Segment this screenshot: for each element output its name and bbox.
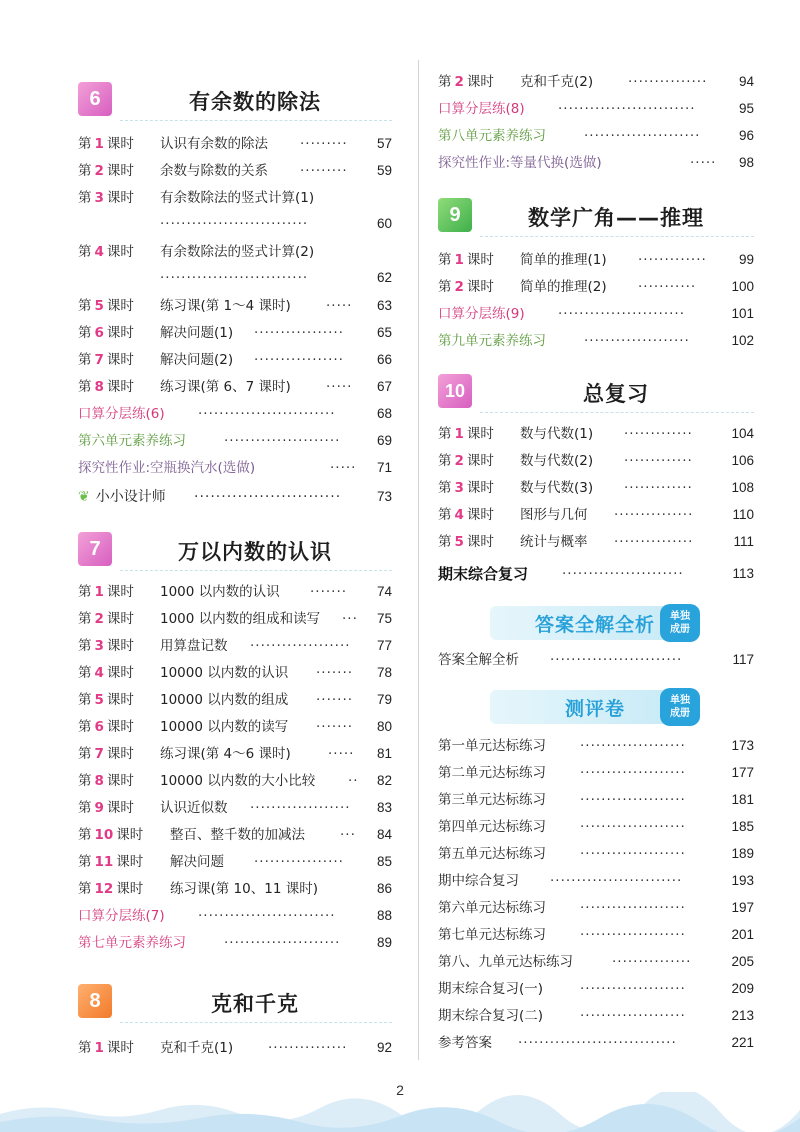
entry-title: 探究性作业:等量代换(选做) [438, 155, 602, 171]
entry-title: 小小设计师 [95, 489, 166, 505]
entry-title: 答案全解全析 [438, 652, 519, 668]
leader-dots: ··············· [612, 954, 692, 970]
entry-title: 解决问题(2) [160, 352, 234, 368]
unit-6-header [78, 80, 392, 120]
toc-entry[interactable]: 第 2 课时 余数与除数的关系 ········· 59 [78, 159, 392, 183]
unit-8-title: 克和千克 [211, 992, 299, 1016]
entry-title: 第五单元达标练习 [438, 846, 546, 862]
column-divider [418, 60, 419, 1060]
entry-page: 99 [738, 252, 754, 267]
entry-title: 简单的推理(1) [520, 252, 607, 268]
unit-7-badge: 7 [78, 532, 112, 566]
sprout-icon: ❦ [78, 489, 90, 505]
entry-page: 189 [731, 846, 754, 861]
entry-page: 177 [731, 765, 754, 780]
entry-title: 第八、九单元达标练习 [438, 954, 573, 970]
toc-entry[interactable] [438, 329, 754, 353]
toc-entry[interactable]: 第 2 课时 1000 以内数的组成和读写 ··· 75 [78, 607, 392, 631]
leader-dots: ····· [330, 460, 357, 476]
unit-8-badge: 8 [78, 984, 112, 1018]
leader-dots: ············· [638, 252, 707, 268]
leader-dots: ····· [328, 746, 355, 762]
entry-title: 解决问题(1) [160, 325, 234, 341]
entry-page: 111 [733, 534, 754, 549]
entry-page: 92 [376, 1040, 392, 1055]
entry-title: 认识近似数 [160, 800, 228, 816]
entry-page: 209 [731, 981, 754, 996]
leader-dots: ······· [316, 665, 354, 681]
leader-dots: ··········· [638, 279, 697, 295]
leader-dots: ······················· [562, 566, 684, 582]
leader-dots: ················· [254, 854, 344, 870]
leader-dots: ························· [550, 873, 683, 889]
leader-dots: ··············· [268, 1040, 348, 1056]
toc-entry[interactable]: 第 8 课时 练习课(第 6、7 课时) ····· 67 [78, 375, 392, 399]
toc-entry[interactable]: 第 8 课时 10000 以内数的大小比较 ·· 82 [78, 769, 392, 793]
toc-entry[interactable]: 第 11 课时 解决问题 ················· 85 [78, 850, 392, 874]
entry-title: 有余数除法的竖式计算(1) [160, 190, 315, 206]
unit-6-title-line [120, 120, 392, 121]
entry-page: 68 [376, 406, 392, 421]
leader-dots: ············· [624, 426, 693, 442]
entry-title: 第九单元素养练习 [438, 333, 546, 349]
toc-entry[interactable]: 第 3 课时 数与代数(3) ············· 108 [438, 476, 754, 500]
entry-page: 85 [376, 854, 392, 869]
toc-entry[interactable] [78, 485, 392, 509]
entry-title: 第六单元素养练习 [78, 433, 186, 449]
toc-entry[interactable]: 第 4 课时 图形与几何 ··············· 110 [438, 503, 754, 527]
entry-title: 第七单元素养练习 [78, 935, 186, 951]
entry-title: 解决问题 [170, 854, 224, 870]
answer-banner-title: 答案全解全析 [534, 613, 655, 636]
entry-page: 84 [376, 827, 392, 842]
entry-title: 练习课(第 10、11 课时) [170, 881, 318, 897]
leader-dots: ··············· [614, 534, 694, 550]
entry-page: 60 [376, 216, 392, 231]
entry-page: 102 [731, 333, 754, 348]
entry-page: 185 [731, 819, 754, 834]
toc-entry[interactable] [438, 788, 754, 812]
entry-page: 57 [376, 136, 392, 151]
entry-title: 10000 以内数的认识 [160, 665, 289, 681]
entry-title: 期末综合复习(二) [438, 1008, 544, 1024]
leader-dots: ······· [316, 692, 354, 708]
entry-page: 98 [738, 155, 754, 170]
answer-separate-tag: 单独 成册 [660, 604, 700, 642]
leader-dots: ········· [300, 136, 348, 152]
entry-title: 1000 以内数的组成和读写 [160, 611, 321, 627]
leader-dots: ························· [550, 652, 683, 668]
leader-dots: ·························· [198, 406, 336, 422]
toc-entry[interactable]: 第 3 课时 有余数除法的竖式计算(1) ···························· 60 [78, 186, 392, 238]
entry-page: 108 [731, 480, 754, 495]
toc-entry[interactable] [438, 977, 754, 1001]
entry-title: 克和千克(1) [160, 1040, 234, 1056]
toc-entry[interactable]: 第 5 课时 练习课(第 1～4 课时) ····· 63 [78, 294, 392, 318]
entry-title: 克和千克(2) [520, 74, 594, 90]
toc-entry[interactable] [78, 931, 392, 955]
entry-title: 第六单元达标练习 [438, 900, 546, 916]
toc-entry[interactable]: 第 1 课时 克和千克(1) ··············· 92 [78, 1036, 392, 1060]
toc-entry[interactable]: 第 5 课时 10000 以内数的组成 ······· 79 [78, 688, 392, 712]
entry-title: 期中综合复习 [438, 873, 519, 889]
entry-page: 59 [376, 163, 392, 178]
leader-dots: ···················· [580, 900, 686, 916]
toc-entry[interactable] [438, 761, 754, 785]
entry-title: 余数与除数的关系 [160, 163, 268, 179]
toc-entry[interactable]: 第 7 课时 练习课(第 4～6 课时) ····· 81 [78, 742, 392, 766]
leader-dots: ···························· [160, 270, 309, 286]
leader-dots: ······················ [224, 433, 341, 449]
entry-title: 练习课(第 6、7 课时) [160, 379, 291, 395]
leader-dots: ··············· [614, 507, 694, 523]
toc-entry[interactable]: 第 1 课时 数与代数(1) ············· 104 [438, 422, 754, 446]
leader-dots: ············· [624, 480, 693, 496]
toc-entry[interactable]: 第 4 课时 有余数除法的竖式计算(2) ···························· 62 [78, 240, 392, 292]
entry-title: 第二单元达标练习 [438, 765, 546, 781]
leader-dots: ··· [342, 611, 358, 627]
toc-entry[interactable] [438, 923, 754, 947]
entry-page: 67 [376, 379, 392, 394]
entry-title: 口算分层练(9) [438, 306, 525, 322]
toc-entry-final-review[interactable] [438, 562, 754, 586]
entry-page: 80 [376, 719, 392, 734]
unit-8-header [78, 982, 392, 1022]
entry-title: 期末综合复习(一) [438, 981, 544, 997]
entry-title: 第一单元达标练习 [438, 738, 546, 754]
leader-dots: ···················· [584, 333, 690, 349]
entry-page: 73 [376, 489, 392, 504]
entry-page: 89 [376, 935, 392, 950]
unit-6-badge: 6 [78, 82, 112, 116]
entry-page: 82 [376, 773, 392, 788]
leader-dots: ··························· [194, 489, 342, 505]
entry-page: 181 [731, 792, 754, 807]
leader-dots: ······· [310, 584, 348, 600]
leader-dots: ··· [340, 827, 356, 843]
toc-entry[interactable] [438, 1004, 754, 1028]
entry-title: 10000 以内数的大小比较 [160, 773, 316, 789]
entry-page: 205 [731, 954, 754, 969]
entry-title: 整百、整千数的加减法 [170, 827, 305, 843]
entry-title: 期末综合复习 [438, 565, 529, 583]
leader-dots: ················· [254, 352, 344, 368]
entry-page: 79 [376, 692, 392, 707]
entry-page: 81 [376, 746, 392, 761]
entry-title: 认识有余数的除法 [160, 136, 268, 152]
toc-entry[interactable] [438, 815, 754, 839]
entry-page: 101 [731, 306, 754, 321]
unit-7-header [78, 530, 392, 570]
entry-title: 用算盘记数 [160, 638, 228, 654]
toc-entry[interactable] [438, 151, 754, 175]
entry-title: 简单的推理(2) [520, 279, 607, 295]
toc-entry[interactable] [78, 456, 392, 480]
toc-entry[interactable] [438, 842, 754, 866]
entry-title: 探究性作业:空瓶换汽水(选做) [78, 460, 256, 476]
toc-entry[interactable] [78, 429, 392, 453]
unit-10-title: 总复习 [583, 382, 649, 406]
toc-entry[interactable]: 第 10 课时 整百、整千数的加减法 ··· 84 [78, 823, 392, 847]
leader-dots: ························ [558, 306, 685, 322]
entry-page: 63 [376, 298, 392, 313]
leader-dots: ······················ [224, 935, 341, 951]
entry-page: 201 [731, 927, 754, 942]
leader-dots: ···················· [580, 981, 686, 997]
leader-dots: ····· [690, 155, 717, 171]
toc-entry[interactable]: 第 2 课时 克和千克(2) ··············· 94 [438, 70, 754, 94]
toc-entry[interactable] [438, 896, 754, 920]
entry-title: 10000 以内数的组成 [160, 692, 289, 708]
unit-9-title-line [480, 236, 754, 237]
toc-entry[interactable] [438, 648, 754, 672]
leader-dots: ···························· [160, 216, 309, 232]
leader-dots: ·························· [198, 908, 336, 924]
entry-title: 第七单元达标练习 [438, 927, 546, 943]
entry-title: 数与代数(2) [520, 453, 594, 469]
toc-entry[interactable] [438, 734, 754, 758]
toc-entry[interactable]: 第 5 课时 统计与概率 ··············· 111 [438, 530, 754, 554]
entry-page: 117 [732, 652, 754, 667]
unit-8-title-line [120, 1022, 392, 1023]
entry-page: 96 [738, 128, 754, 143]
entry-page: 88 [376, 908, 392, 923]
unit-6-title: 有余数的除法 [189, 90, 321, 114]
toc-entry[interactable]: 第 2 课时 数与代数(2) ············· 106 [438, 449, 754, 473]
entry-title: 参考答案 [438, 1035, 492, 1051]
entry-page: 104 [731, 426, 754, 441]
leader-dots: ······························ [518, 1035, 677, 1051]
entry-title: 口算分层练(7) [78, 908, 165, 924]
page-number: 2 [396, 1082, 404, 1098]
leader-dots: ···················· [580, 765, 686, 781]
entry-page: 75 [376, 611, 392, 626]
leader-dots: ················· [254, 325, 344, 341]
toc-entry[interactable] [78, 904, 392, 928]
toc-entry[interactable]: 第 3 课时 用算盘记数 ··················· 77 [78, 634, 392, 658]
leader-dots: ············· [624, 453, 693, 469]
entry-title: 数与代数(3) [520, 480, 594, 496]
leader-dots: ··················· [250, 638, 351, 654]
entry-page: 74 [376, 584, 392, 599]
entry-page: 173 [731, 738, 754, 753]
wave-decoration [0, 1092, 800, 1132]
leader-dots: ······················ [584, 128, 701, 144]
toc-entry[interactable]: 第 6 课时 解决问题(1) ················· 65 [78, 321, 392, 345]
unit-9-badge: 9 [438, 198, 472, 232]
entry-title: 第八单元素养练习 [438, 128, 546, 144]
unit-9-header [438, 196, 754, 236]
unit-10-header [438, 372, 754, 412]
toc-entry[interactable] [78, 402, 392, 426]
leader-dots: ·· [348, 773, 359, 789]
entry-page: 221 [731, 1035, 754, 1050]
entry-page: 69 [376, 433, 392, 448]
entry-page: 110 [732, 507, 754, 522]
leader-dots: ······· [316, 719, 354, 735]
unit-7-title-line [120, 570, 392, 571]
entry-page: 62 [376, 270, 392, 285]
toc-entry[interactable] [438, 302, 754, 326]
entry-title: 口算分层练(6) [78, 406, 165, 422]
leader-dots: ·························· [558, 101, 696, 117]
entry-page: 197 [731, 900, 754, 915]
entry-title: 数与代数(1) [520, 426, 594, 442]
entry-page: 95 [738, 101, 754, 116]
leader-dots: ····· [326, 379, 353, 395]
entry-page: 100 [731, 279, 754, 294]
leader-dots: ···················· [580, 819, 686, 835]
toc-entry[interactable]: 第 1 课时 1000 以内数的认识 ······· 74 [78, 580, 392, 604]
entry-page: 193 [731, 873, 754, 888]
entry-title: 统计与概率 [520, 534, 588, 550]
leader-dots: ···················· [580, 846, 686, 862]
entry-page: 78 [376, 665, 392, 680]
entry-page: 86 [376, 881, 392, 896]
leader-dots: ··············· [628, 74, 708, 90]
entry-title: 1000 以内数的认识 [160, 584, 280, 600]
entry-page: 65 [376, 325, 392, 340]
entry-title: 10000 以内数的读写 [160, 719, 289, 735]
entry-page: 83 [376, 800, 392, 815]
leader-dots: ···················· [580, 1008, 686, 1024]
toc-entry[interactable] [438, 1031, 754, 1055]
toc-entry[interactable] [438, 869, 754, 893]
leader-dots: ···················· [580, 738, 686, 754]
entry-title: 练习课(第 4～6 课时) [160, 746, 291, 762]
entry-title: 口算分层练(8) [438, 101, 525, 117]
entry-page: 94 [738, 74, 754, 89]
entry-page: 213 [731, 1008, 754, 1023]
entry-title: 练习课(第 1～4 课时) [160, 298, 291, 314]
toc-entry[interactable]: 第 12 课时 练习课(第 10、11 课时) 86 [78, 877, 392, 901]
entry-page: 106 [731, 453, 754, 468]
test-separate-tag: 单独 成册 [660, 688, 700, 726]
entry-page: 71 [376, 460, 392, 475]
unit-9-title: 数学广角——推理 [528, 206, 704, 230]
entry-title: 图形与几何 [520, 507, 588, 523]
entry-title: 第四单元达标练习 [438, 819, 546, 835]
toc-entry[interactable] [438, 950, 754, 974]
unit-10-badge: 10 [438, 374, 472, 408]
entry-title: 有余数除法的竖式计算(2) [160, 244, 315, 260]
unit-10-title-line [480, 412, 754, 413]
toc-entry[interactable]: 第 9 课时 认识近似数 ··················· 83 [78, 796, 392, 820]
toc-entry[interactable] [438, 124, 754, 148]
entry-page: 66 [376, 352, 392, 367]
toc-entry[interactable]: 第 6 课时 10000 以内数的读写 ······· 80 [78, 715, 392, 739]
entry-page: 113 [732, 566, 754, 581]
toc-entry[interactable] [438, 97, 754, 121]
leader-dots: ···················· [580, 927, 686, 943]
entry-title: 第三单元达标练习 [438, 792, 546, 808]
toc-entry[interactable]: 第 1 课时 认识有余数的除法 ········· 57 [78, 132, 392, 156]
toc-entry[interactable]: 第 1 课时 简单的推理(1) ············· 99 [438, 248, 754, 272]
toc-entry[interactable]: 第 2 课时 简单的推理(2) ··········· 100 [438, 275, 754, 299]
toc-entry[interactable]: 第 4 课时 10000 以内数的认识 ······· 78 [78, 661, 392, 685]
leader-dots: ····· [326, 298, 353, 314]
leader-dots: ··················· [250, 800, 351, 816]
leader-dots: ···················· [580, 792, 686, 808]
toc-entry[interactable]: 第 7 课时 解决问题(2) ················· 66 [78, 348, 392, 372]
test-banner-title: 测评卷 [564, 697, 625, 720]
unit-7-title: 万以内数的认识 [178, 540, 332, 564]
leader-dots: ········· [300, 163, 348, 179]
entry-page: 77 [376, 638, 392, 653]
